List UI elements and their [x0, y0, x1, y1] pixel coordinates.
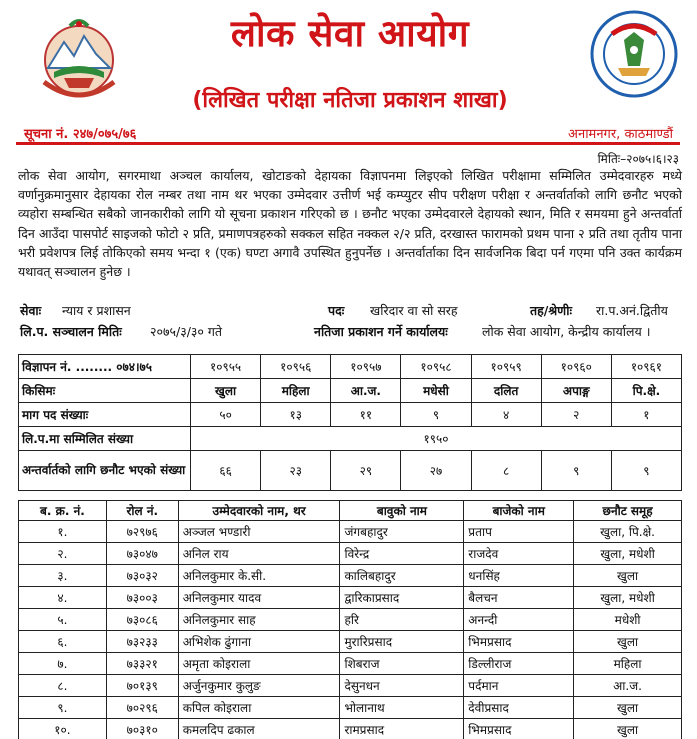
table-row [19, 631, 682, 653]
serial-cell: ५. [19, 609, 107, 631]
post-label: पदः [328, 303, 345, 318]
col-father: बावुको नाम [340, 501, 464, 521]
post-value: खरिदार वा सो सरह [370, 303, 458, 318]
roll-cell: ७०१३९ [106, 675, 178, 697]
serial-cell: ८. [19, 675, 107, 697]
posts-cell: ४ [471, 403, 541, 427]
adv-number: १०९५८ [401, 355, 471, 379]
roll-cell: ७२९७६ [106, 521, 178, 543]
candidate-name-cell: अभिशेक ढुंगाना [178, 631, 340, 653]
adv-number: १०९६१ [611, 355, 681, 379]
father-name-cell: द्वारिकाप्रसाद [340, 587, 464, 609]
category-cell: मधेसी [401, 379, 471, 403]
adv-number: १०९५६ [261, 355, 331, 379]
page-subtitle: (लिखित परीक्षा नतिजा प्रकाशन शाखा) [192, 88, 508, 113]
grandfather-name-cell: राजदेव [464, 543, 574, 565]
serial-cell: १. [19, 521, 107, 543]
adv-number: १०९५५ [191, 355, 261, 379]
posts-cell: २ [541, 403, 611, 427]
father-name-cell: हरि [340, 609, 464, 631]
father-name-cell: भोलानाथ [340, 697, 464, 719]
selected-cell: ९ [611, 451, 681, 491]
document-header [0, 0, 697, 118]
candidate-name-cell: अमृता कोइराला [178, 653, 340, 675]
header-divider [16, 142, 680, 145]
selected-cell: ६६ [191, 451, 261, 491]
serial-cell: ९. [19, 697, 107, 719]
roll-cell: ७३३२१ [106, 653, 178, 675]
grandfather-name-cell: अनन्दी [464, 609, 574, 631]
serial-cell: १०. [19, 719, 107, 739]
group-cell: खुला [574, 565, 682, 587]
selected-cell: ९ [541, 451, 611, 491]
candidate-name-cell: अर्जुनकुमार कुलुङ [178, 675, 340, 697]
roll-cell: ७३०८६ [106, 609, 178, 631]
grandfather-name-cell: बैलचन [464, 587, 574, 609]
col-serial: ब. क्र. नं. [19, 501, 107, 521]
group-cell: खुला [574, 719, 682, 739]
posts-cell: १३ [261, 403, 331, 427]
candidate-name-cell: अञ्जल भण्डारी [178, 521, 340, 543]
category-cell: पि.क्षे. [611, 379, 681, 403]
table-row [19, 521, 682, 543]
group-cell: खुला, पि.क्षे. [574, 521, 682, 543]
group-cell: आ.ज. [574, 675, 682, 697]
father-name-cell: कालिबहादुर [340, 565, 464, 587]
notice-body: लोक सेवा आयोग, सगरमाथा अञ्चल कार्यालय, खोटाङको देहायका विज्ञापनमा लिइएको लिखित परीक्षामा सम्मिलित उम्मेदवारहरु मध्ये वर्णानुक्रमानुसार देहायका रोल नम्बर तथा नाम थर भएका उम्मेदवार उत्तीर्ण भई कम्प्युटर सीप परीक्षण परीक्षा र अन्तर्वार्ताको लागि छनौट भएको व्यहोरा सम्बन्धित सबैको जानकारीको लागि यो सूचना प्रकाशन गरिएको छ । छनौट भएका उम्मेदवारले देहायको स्थान, मिति र समयमा हुने अन्तर्वार्ता दिन आउँदा पासपोर्ट साइजको फोटो २ प्रति, प्रमाणपत्रहरुको सक्कल सहित नक्कल २/२ प्रति, दरखास्त फारामको प्रथम पाना २ प्रति तथा तृतीय पाना भरी प्रवेशपत्र लिई तोकिएको समय भन्दा १ (एक) घण्टा अगावै उपस्थित हुनुपर्नेछ । अन्तर्वार्ताका दिन सार्वजनिक बिदा पर्न गएमा पनि उक्त कार्यक्रम यथावत् सञ्चालन हुनेछ । [18, 168, 682, 280]
posts-row [19, 403, 682, 427]
col-name: उम्मेदवारको नाम, थर [178, 501, 340, 521]
table-row [19, 719, 682, 739]
public-service-commission-logo-icon [590, 10, 678, 98]
selected-cell: ८ [471, 451, 541, 491]
category-cell: खुला [191, 379, 261, 403]
posts-cell: ५० [191, 403, 261, 427]
table-row [19, 697, 682, 719]
roll-cell: ७३०४७ [106, 543, 178, 565]
candidate-name-cell: कमलदिप ढकाल [178, 719, 340, 739]
category-cell: दलित [471, 379, 541, 403]
father-name-cell: देसुनधन [340, 675, 464, 697]
appeared-row [19, 427, 682, 451]
grandfather-name-cell: देवीप्रसाद [464, 697, 574, 719]
exam-date-label: लि.प. सञ्चालन मितिः [20, 324, 122, 339]
roll-cell: ७०३१० [106, 719, 178, 739]
selected-row [19, 451, 682, 491]
grandfather-name-cell: भिमप्रसाद [464, 631, 574, 653]
group-cell: मधेशी [574, 609, 682, 631]
posts-label: माग पद संख्याः [19, 403, 191, 427]
meta-row-2 [18, 323, 682, 343]
col-grandfather: बाजेको नाम [464, 501, 574, 521]
serial-cell: ४. [19, 587, 107, 609]
adv-number: १०९५७ [331, 355, 401, 379]
notice-number: सूचना नं. २४७/०७५/७६ [24, 127, 137, 142]
candidate-name-cell: अनिलकुमार के.सी. [178, 565, 340, 587]
table-row [19, 543, 682, 565]
table-row [19, 653, 682, 675]
roll-cell: ७०२९६ [106, 697, 178, 719]
grandfather-name-cell: पर्दमान [464, 675, 574, 697]
posts-cell: ११ [331, 403, 401, 427]
serial-cell: ६. [19, 631, 107, 653]
selected-cell: २९ [331, 451, 401, 491]
appeared-label: लि.प.मा सम्मिलित संख्या [19, 427, 191, 451]
group-cell: खुला [574, 697, 682, 719]
meta-row-1 [18, 302, 682, 322]
category-row [19, 379, 682, 403]
posts-cell: १ [611, 403, 681, 427]
grandfather-name-cell: धनसिंह [464, 565, 574, 587]
grandfather-name-cell: डिल्लीराज [464, 653, 574, 675]
table-row [19, 675, 682, 697]
serial-cell: ३. [19, 565, 107, 587]
candidate-name-cell: अनिलकुमार साह [178, 609, 340, 631]
service-value: न्याय र प्रशासन [62, 303, 131, 318]
category-cell: अपाङ्ग [541, 379, 611, 403]
office-location: अनामनगर, काठमाण्डौं [568, 127, 673, 142]
selected-label: अन्तर्वार्तको लागि छनौट भएको संख्या [19, 451, 191, 491]
notice-date: मितिः–२०७५।६।२३ [597, 152, 679, 166]
adv-number: १०९६० [541, 355, 611, 379]
serial-cell: ७. [19, 653, 107, 675]
group-cell: खुला [574, 631, 682, 653]
group-cell: खुला, मधेशी [574, 543, 682, 565]
father-name-cell: रामप्रसाद [340, 719, 464, 739]
roll-cell: ७३२३३ [106, 631, 178, 653]
appeared-count: १९५० [191, 427, 682, 451]
level-label: तह/श्रेणीः [530, 303, 572, 318]
roll-cell: ७३०३२ [106, 565, 178, 587]
adv-number: १०९५९ [471, 355, 541, 379]
father-name-cell: जंगबहादुर [340, 521, 464, 543]
summary-table [18, 354, 682, 491]
page-title: लोक सेवा आयोग [230, 12, 470, 55]
group-cell: महिला [574, 653, 682, 675]
level-value: रा.प.अनं.द्वितीय [596, 303, 668, 318]
results-table [18, 500, 682, 739]
father-name-cell: मुरारिप्रसाद [340, 631, 464, 653]
grandfather-name-cell: भिमप्रसाद [464, 719, 574, 739]
posts-cell: ९ [401, 403, 471, 427]
table-row [19, 565, 682, 587]
serial-cell: २. [19, 543, 107, 565]
category-cell: आ.ज. [331, 379, 401, 403]
group-cell: खुला, मधेशी [574, 587, 682, 609]
selected-cell: २७ [401, 451, 471, 491]
category-label: किसिमः [19, 379, 191, 403]
nepal-government-emblem-icon [34, 12, 124, 102]
table-row [19, 609, 682, 631]
grandfather-name-cell: प्रताप [464, 521, 574, 543]
adv-row [19, 355, 682, 379]
office-label: नतिजा प्रकाशन गर्ने कार्यालयः [314, 324, 448, 339]
col-group: छनौट समूह [574, 501, 682, 521]
roll-cell: ७३००३ [106, 587, 178, 609]
col-roll: रोल नं. [106, 501, 178, 521]
adv-label: विज्ञापन नं. ........ ०७४।७५ [19, 355, 191, 379]
father-name-cell: शिबराज [340, 653, 464, 675]
candidate-name-cell: अनिलकुमार यादव [178, 587, 340, 609]
table-row [19, 587, 682, 609]
exam-date-value: २०७५/३/३० गते [150, 324, 223, 339]
category-cell: महिला [261, 379, 331, 403]
office-value: लोक सेवा आयोग, केन्द्रीय कार्यालय । [482, 324, 651, 339]
service-label: सेवाः [20, 303, 42, 318]
father-name-cell: विरेन्द्र [340, 543, 464, 565]
results-header-row [19, 501, 682, 521]
selected-cell: २३ [261, 451, 331, 491]
candidate-name-cell: अनिल राय [178, 543, 340, 565]
candidate-name-cell: कपिल कोइराला [178, 697, 340, 719]
